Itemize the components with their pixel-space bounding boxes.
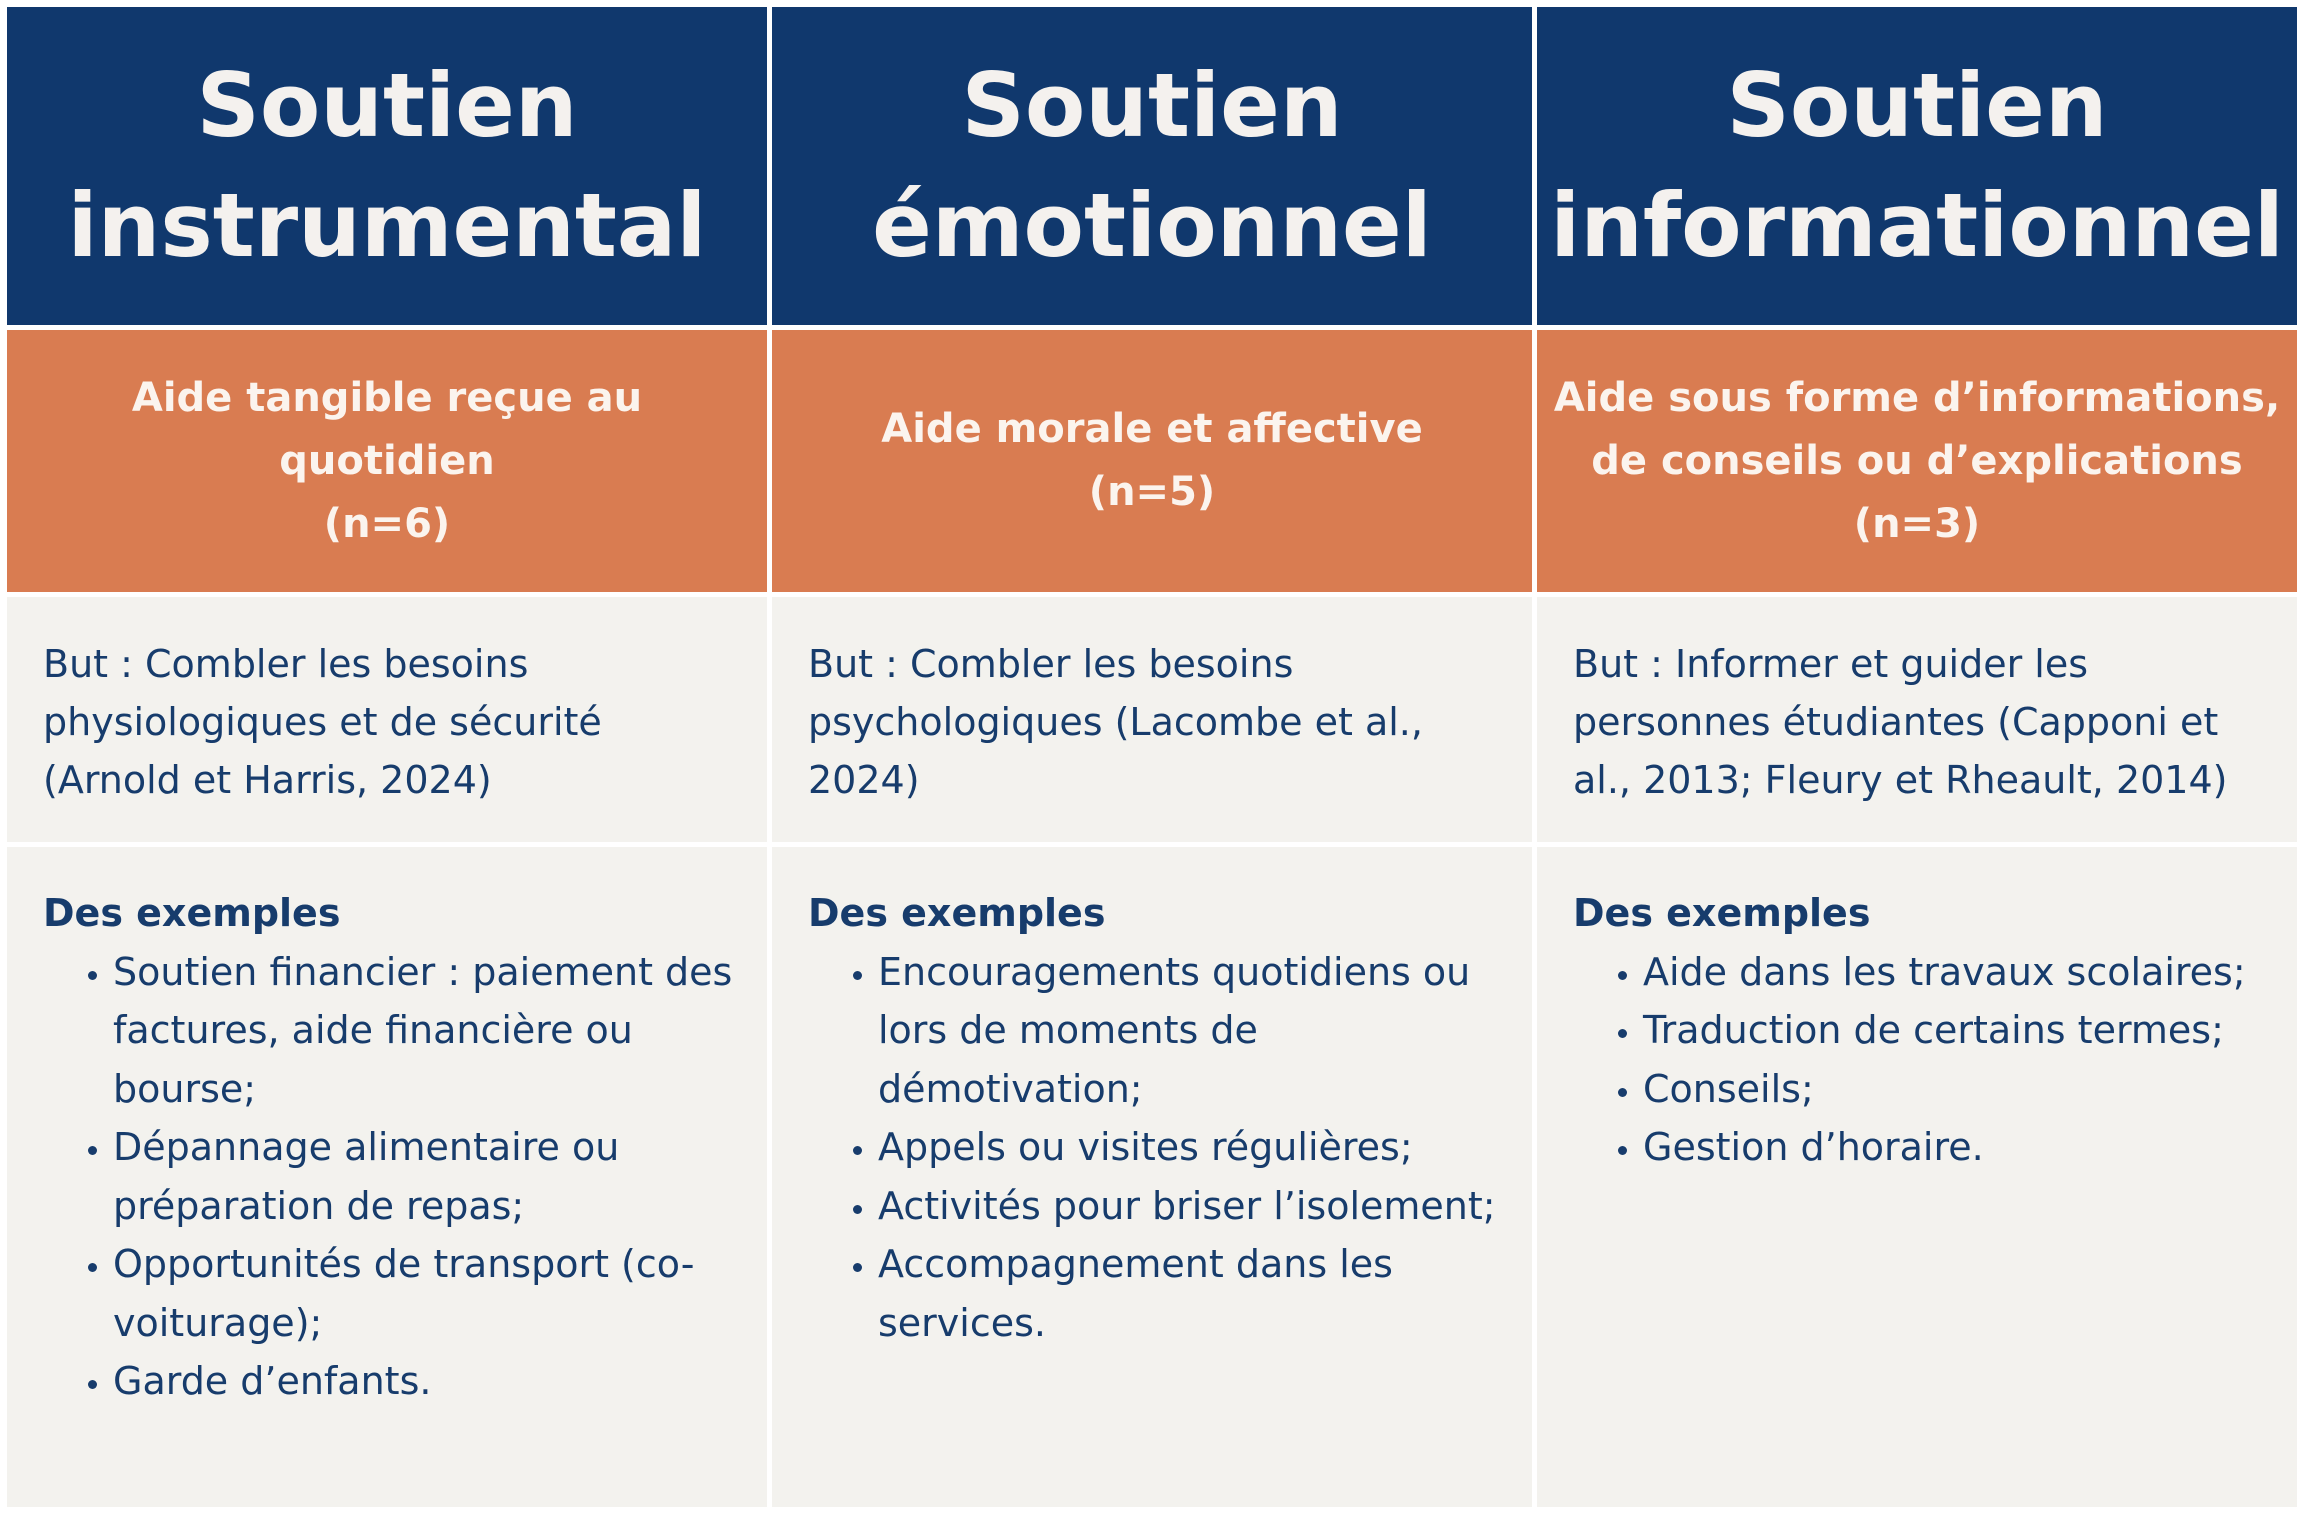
list-item: • Dépannage alimentaire ou préparation de repas; bbox=[113, 1118, 747, 1235]
examples-instrumental bbox=[7, 847, 767, 1507]
examples-list bbox=[1573, 943, 2277, 1177]
support-types-table bbox=[7, 7, 2297, 1512]
title-line-2: informationnel bbox=[1550, 174, 2284, 277]
goal-emotionnel: But : Combler les besoins psychologiques (Lacombe et al., 2024) bbox=[772, 597, 1532, 842]
title-line-1: Soutien bbox=[1726, 54, 2108, 157]
list-item: • Traduction de certains termes; bbox=[1643, 1001, 2277, 1060]
title-line-2: émotionnel bbox=[872, 174, 1432, 277]
subtitle-instrumental: Aide tangible reçue au quotidien (n=6) bbox=[7, 330, 767, 592]
list-item: • Gestion d’horaire. bbox=[1643, 1118, 2277, 1177]
goal-instrumental: But : Combler les besoins physiologiques et de sécurité (Arnold et Harris, 2024) bbox=[7, 597, 767, 842]
examples-heading: Des exemples bbox=[43, 891, 341, 935]
list-item: • Garde d’enfants. bbox=[113, 1352, 747, 1411]
column-title-emotionnel bbox=[772, 7, 1532, 325]
list-item: • Activités pour briser l’isolement; bbox=[878, 1177, 1512, 1236]
title-line-1: Soutien bbox=[196, 54, 578, 157]
list-item: • Conseils; bbox=[1643, 1060, 2277, 1119]
list-item: • Accompagnement dans les services. bbox=[878, 1235, 1512, 1352]
subtitle-emotionnel: Aide morale et affective (n=5) bbox=[772, 330, 1532, 592]
examples-emotionnel bbox=[772, 847, 1532, 1507]
title-line-1: Soutien bbox=[961, 54, 1343, 157]
list-item: • Appels ou visites régulières; bbox=[878, 1118, 1512, 1177]
examples-list bbox=[808, 943, 1512, 1353]
subtitle-informationnel: Aide sous forme d’informations, de conseils ou d’explications (n=3) bbox=[1537, 330, 2297, 592]
goal-informationnel: But : Informer et guider les personnes étudiantes (Capponi et al., 2013; Fleury et Rheault, 2014) bbox=[1537, 597, 2297, 842]
column-title-instrumental bbox=[7, 7, 767, 325]
list-item: • Encouragements quotidiens ou lors de moments de démotivation; bbox=[878, 943, 1512, 1119]
column-title-informationnel bbox=[1537, 7, 2297, 325]
list-item: • Aide dans les travaux scolaires; bbox=[1643, 943, 2277, 1002]
title-line-2: instrumental bbox=[67, 174, 707, 277]
examples-informationnel bbox=[1537, 847, 2297, 1507]
list-item: • Soutien financier : paiement des factures, aide financière ou bourse; bbox=[113, 943, 747, 1119]
examples-heading: Des exemples bbox=[808, 891, 1106, 935]
examples-heading: Des exemples bbox=[1573, 891, 1871, 935]
examples-list bbox=[43, 943, 747, 1411]
list-item: • Opportunités de transport (co-voiturage); bbox=[113, 1235, 747, 1352]
